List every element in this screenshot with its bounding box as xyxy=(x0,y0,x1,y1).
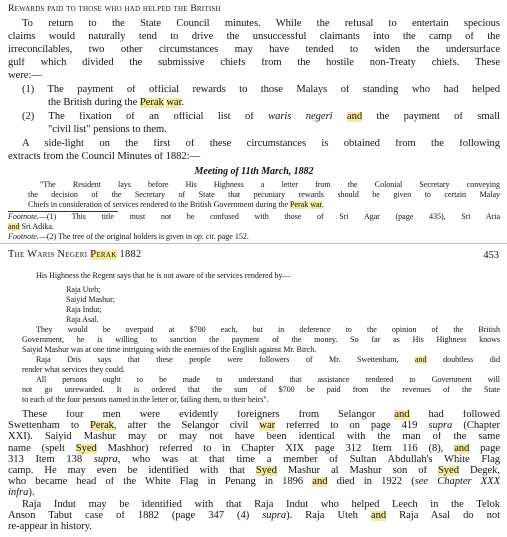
meeting-heading: Meeting of 11th March, 1882 xyxy=(194,167,314,177)
text-run: Government, he is willing to sanction the payment of the money. So far as His Highness knows xyxy=(22,336,500,344)
text-run: render what services they could. xyxy=(22,366,125,374)
text-run: Raja Uteh; xyxy=(66,286,101,294)
para-line xyxy=(22,139,500,150)
text-run: 313 Item 138 xyxy=(8,454,94,465)
para-line xyxy=(8,58,500,69)
highlighted-term: and xyxy=(454,443,470,454)
text-run: Raja Asal. xyxy=(66,316,99,324)
highlighted-term: and xyxy=(346,112,363,122)
footnote-rule xyxy=(8,211,118,212)
para-line xyxy=(8,152,500,163)
minutes-line xyxy=(22,396,507,404)
text-run: ). Raja Uteh xyxy=(286,510,371,521)
text-run: extracts from the Council Minutes of 1882:— xyxy=(8,152,201,162)
text-run: ). xyxy=(28,488,35,499)
highlighted-term: war xyxy=(310,201,322,209)
minutes-line xyxy=(22,386,500,394)
body-line xyxy=(8,522,500,533)
body-line xyxy=(22,500,500,511)
text-run: (Chapter xyxy=(452,421,500,432)
text-run: His Highness the Regent says that he is not aware of the services rendered by— xyxy=(36,272,291,280)
minutes-line xyxy=(36,356,500,364)
text-run: page 152. xyxy=(215,233,249,241)
text-run: doubtless did xyxy=(426,356,500,364)
text-run: the decision of the Secretary of State that pecuniary rewards should be given to certain Malay xyxy=(28,191,500,199)
italic-text: waris negeri xyxy=(268,112,333,122)
text-run: were:— xyxy=(8,71,42,81)
text-run: the payment of small xyxy=(362,112,500,122)
minutes-line xyxy=(36,272,507,280)
italic-text: supra xyxy=(93,454,118,465)
italic-text: Footnote. xyxy=(8,213,39,221)
text-run: , who was at that time a member of Sultan Abdullah's White Flag xyxy=(117,454,500,465)
highlighted-term: war xyxy=(259,421,276,432)
text-run: "The Resident lays before His Highness a letter from the Colonial Secretary conveying xyxy=(40,181,500,189)
text-run: Anson Tabut case of 1882 (page 347 (4) xyxy=(8,510,263,521)
footnote-line xyxy=(8,213,500,221)
text-run: to each of the four persons named in the letter or, failing them, to their heirs". xyxy=(22,396,269,404)
text-run: Raja Asal do not xyxy=(386,510,500,521)
minutes-line xyxy=(22,366,507,374)
para-line xyxy=(8,32,500,43)
section-heading-text: Rewards paid to those who had helped the British xyxy=(8,4,221,14)
running-head xyxy=(8,250,500,260)
text-run: These four men were evidently foreigners from Selangor xyxy=(22,410,395,420)
minutes-line xyxy=(22,336,500,344)
text-run: , after the Selangor civil xyxy=(113,421,260,432)
body-line xyxy=(8,421,500,432)
highlighted-term: and xyxy=(394,410,410,420)
page-break xyxy=(0,243,507,244)
text-run: Saiyid Mashur; xyxy=(66,296,115,304)
section-heading xyxy=(8,4,500,14)
text-run: Swettenham to xyxy=(8,421,91,432)
text-run: To return to the State Council minutes. While the refusal to entertain specious xyxy=(22,19,500,29)
text-run: Degek, xyxy=(458,466,500,476)
italic-text: supra xyxy=(428,421,453,432)
body-line xyxy=(8,466,500,477)
text-run: XXI). Saiyid Mashur may or may not have been identical with the man of the same xyxy=(8,432,500,443)
list-item-1 xyxy=(22,85,500,96)
text-run xyxy=(333,112,347,122)
para-line xyxy=(8,71,500,82)
highlighted-term: and xyxy=(312,477,328,488)
body-line xyxy=(8,511,500,522)
text-run: They would be overpaid at $700 each, but in deference to the opinion of the British xyxy=(36,326,500,334)
body-line xyxy=(22,410,500,421)
minutes-line xyxy=(36,326,500,334)
text-run: Raja Dris says that these people were followers of Mr. Swettenham, xyxy=(36,356,415,364)
footnote-line xyxy=(8,223,500,231)
highlighted-term: and xyxy=(370,510,387,521)
text-run: Sri Adika. xyxy=(19,223,54,231)
text-run: —(2) The tree of the original holders is given in xyxy=(38,233,194,241)
text-run: irreconcilables, two other circumstances may have tended to widen the undersurface xyxy=(8,45,500,55)
text-run: . xyxy=(321,201,324,209)
text-run: Saiyid Mashur was at one time intriguing with the enemies of the English against Mr. Birch. xyxy=(22,346,317,354)
text-run: 1882 xyxy=(116,250,142,260)
highlighted-term: Perak xyxy=(90,421,114,432)
highlighted-term: and xyxy=(8,223,20,231)
name-list-item xyxy=(66,306,507,314)
footnote-line xyxy=(8,233,500,241)
quote-line xyxy=(28,191,500,199)
list-item-1-cont xyxy=(48,98,507,109)
text-run: Chiefs in consideration of services rendered to the British Government during the xyxy=(28,201,291,209)
text-run: died in 1922 ( xyxy=(327,477,415,488)
text-run: camp. He may even be identified with that xyxy=(8,466,256,476)
text-run: referred to on page 419 xyxy=(275,421,429,432)
name-list-item xyxy=(66,296,507,304)
name-list-item xyxy=(66,286,507,294)
italic-text: infra xyxy=(8,488,29,499)
body-line xyxy=(8,455,500,466)
name-list-item xyxy=(66,316,507,324)
list-item-2-cont xyxy=(48,125,507,136)
text-run: A side-light on the first of these circumstances is obtained from the following xyxy=(22,139,500,149)
body-line xyxy=(8,432,500,443)
text-run: claims would naturally tend to drive the unsuccessful claimants into the camp of the xyxy=(8,32,500,42)
text-run: not go unrewarded. It is ordered that the sum of $700 be paid from the revenues of the State xyxy=(22,386,500,394)
text-run: name (spelt xyxy=(8,443,76,454)
italic-text: supra xyxy=(262,510,287,521)
text-run: "civil list" pensions to them. xyxy=(48,125,167,135)
highlighted-term: Perak xyxy=(90,250,117,260)
para-line xyxy=(8,45,500,56)
text-run: —(1) This title must not be confused with those of Sri Agar (page 435), Sri Aria xyxy=(38,213,500,221)
quote-line xyxy=(40,181,500,189)
minutes-line xyxy=(36,376,500,384)
text-run: Raja Indut; xyxy=(66,306,102,314)
text-run: All persons ought to be made to understand that assistance rendered to Government will xyxy=(36,376,500,384)
text-run: re-appear in history. xyxy=(8,522,92,532)
highlighted-term: Perak xyxy=(290,201,309,209)
page-number: 453 xyxy=(483,250,499,261)
minutes-line xyxy=(22,346,507,354)
highlighted-term: Perak xyxy=(139,98,164,108)
text-run: . xyxy=(181,98,185,108)
italic-text: op. cit. xyxy=(193,233,216,241)
quote-line xyxy=(28,201,507,209)
body-line xyxy=(8,477,500,488)
body-line xyxy=(8,488,500,499)
highlighted-term: Syed xyxy=(255,466,277,476)
text-run: who became head of the White Flag in Penang in 1896 xyxy=(8,477,313,488)
text-run: the British during the xyxy=(48,98,140,108)
highlighted-term: Syed xyxy=(75,443,97,454)
para-line xyxy=(22,19,500,30)
body-line xyxy=(8,444,500,455)
italic-text: Footnote. xyxy=(8,233,39,241)
text-run: gulf which divided the submissive chiefs from the hostile non-Treaty chiefs. These xyxy=(8,58,500,68)
text-run: Mashhor) referred to in Chapter XIX page 312 Item 116 (8), xyxy=(96,443,455,454)
text-run: (2) The fixation of an official list of xyxy=(22,112,269,122)
text-run: Raja Indut may be identified with that Raja Indut who helped Leech in the Telok xyxy=(22,499,500,510)
text-run: The Waris Negeri xyxy=(8,250,91,260)
text-run: had followed xyxy=(409,410,500,420)
text-run: Mashur al Mashur son of xyxy=(276,466,438,476)
text-run: (1) The payment of official rewards to those Malays of standing who had helped xyxy=(22,85,500,95)
italic-text: see Chapter XXX xyxy=(414,477,500,488)
highlighted-term: Syed xyxy=(437,466,459,476)
highlighted-term: war xyxy=(166,98,182,108)
highlighted-term: and xyxy=(415,356,427,364)
list-item-2 xyxy=(22,112,500,123)
text-run: page xyxy=(469,443,500,454)
